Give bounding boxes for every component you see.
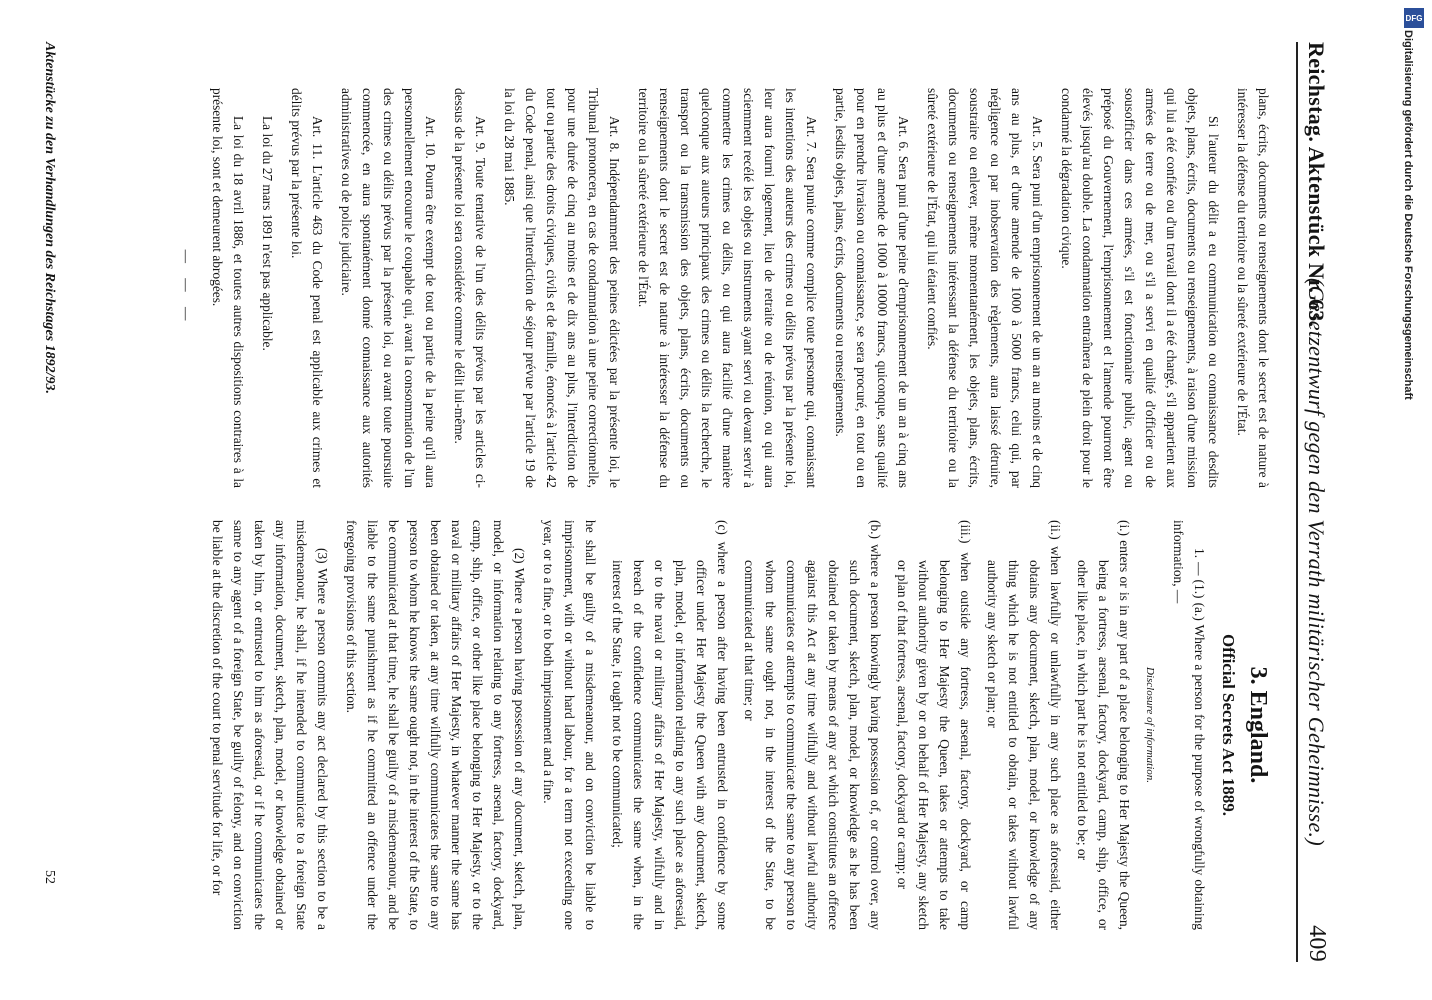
- page-footer: Aktenstücke zu den Verhandlungen des Reichstages 1892/93.: [42, 42, 57, 394]
- digitisation-notice: Digitalisierung gefördert durch die Deutsche Forschungsgemeinschaft: [1402, 30, 1414, 400]
- paragraph: Art. 10. Pourra être exempt de tout ou partie de la peine qu'il aura personnellement encourue le coupable qui, avant la consommation de l'un des crimes ou délits prévus par la présente loi, ou avant toute poursuite commencée, en aura spontanément donné connaissance aux autorités administratives ou de police judiciaire.: [339, 88, 438, 488]
- paragraph: Art. 6. Sera puni d'une peine d'emprisonnement de un an à cinq ans au plus et d'une amende de 1000 à 10000 francs, quiconque, sans qualité pour en prendre livraison ou connaissance, se sera procuré, en tout ou en partie, lesdits objets, plans, écrits, documents ou renseignements.: [833, 88, 911, 488]
- dfg-logo: DFG: [1404, 8, 1424, 28]
- paragraph: (2) Where a person having possession of any document, sketch, plan, model, or information relating to any fortress, arsenal, factory, dockyard, camp, ship, office, or other like place belonging to Her Majesty, or to the naval or military affairs of Her Majesty, in whatever manner the same has been obtained or taken, at any time wilfully communicates the same to any person to whom he knows the same ought not, in the interest of the State, to be communicated at that time, he shall be guilty of a misdemeanour, and be liable to the same punishment as if he committed an offence under the foregoing provisions of this section.: [344, 520, 527, 930]
- left-column: [74, 88, 1274, 488]
- header-left: Reichstag. Aktenstück Nr. 63.: [1304, 42, 1329, 328]
- paragraph: La loi du 27 mars 1891 n'est pas applicable.: [260, 116, 275, 351]
- marginal-note: Disclosure of information.: [1144, 666, 1156, 783]
- paragraph: Si l'auteur du délit a eu communication ou connaissance desdits objets, plans, écrits, documents ou renseignements, à raison d'une mission qui lui a été confiée ou d'un travail dont il a été chargé, s'il appartient aux armées de terre ou de mer, ou s'il a servi en qualité d'officier ou de sousofficier dans ces armées, s'il est fonctionnaire public, agent ou préposé du Gouvernement, l'emprisonnement et l'amende pourront être élevés jusqu'au double. La condamnation entraînera de plein droit pour le condamné la dégradation civique.: [1059, 88, 1221, 488]
- paragraph: Art. 5. Sera puni d'un emprisonnement de un an au moins et de cinq ans au plus, et d'une amende de 1000 à 5000 francs, celui qui, par négligence ou par inobservation des règlements, aura laissé détruire, soustraire ou enlever, même momentanément, les objets, plans, écrits, documents ou renseignements intéressant la défense du territoire ou la sûreté extérieure de l'État, qui lui étaient confiés.: [925, 88, 1045, 488]
- digitisation-strip: [1398, 0, 1432, 1000]
- paragraph: La loi du 18 avril 1886, et toutes autres dispositions contraires à la présente loi, sont et demeurent abrogées.: [210, 88, 246, 488]
- paragraph: 1. — (1.) (a.) Where a person for the purpose of wrongfully obtaining information, —: [1171, 520, 1207, 930]
- header-title: (Gesetzentwurf gegen den Verrath militärischer Geheimnisse.): [1304, 278, 1329, 846]
- paragraph: plans, écrits, documents ou renseignements dont le secret est de nature à intéresser la défense du territoire ou la sûreté extérieure de l'État.: [1235, 88, 1271, 488]
- signature-mark: 52: [42, 870, 57, 884]
- paragraph: he shall be guilty of a misdemeanour, and on conviction be liable to imprisonment, with or without hard labour, for a term not exceeding one year, or to a fine, or to both imprisonment and a fine.: [541, 520, 598, 930]
- paragraph: Art. 9. Toute tentative de l'un des délits prévus par les articles ci-dessus de la présente loi sera considérée comme le délit lui-même.: [452, 88, 488, 488]
- list-item: (ii.) when lawfully or unlawfully in any such place as aforesaid, either obtains any document, sketch, plan, model, or knowledge of any thing which he is not entitled to obtain, or takes without lawful authority any sketch or plan; or: [985, 520, 1063, 930]
- section-heading: 3. England.: [1245, 666, 1271, 784]
- right-column: [74, 520, 1274, 930]
- act-title: Official Secrets Act 1889.: [1219, 634, 1238, 816]
- paragraph: Art. 8. Indépendamment des peines édictées par la présente loi, le Tribunal prononcera, en cas de condamnation à une peine correctionnelle, pour une durée de cinq au moins et de dix ans au plus, l'interdiction de tout ou partie des droits civiques, civils et de famille, énoncés à l'article 42 du Code penal, ainsi que l'interdiction de séjour prévue par l'article 19 de la loi du 28 mai 1885.: [502, 88, 622, 488]
- list-item: (i.) enters or is in any part of a place belonging to Her Majesty the Queen, being a fortress, arsenal, factory, dockyard, camp, ship, office, or other like place, in which part he is not entitled to be; or: [1075, 520, 1132, 930]
- paragraph: (3) Where a person commits any act declared by this section to be a misdemeanour, he shall, if he intended to communicate to a foreign State any information, document, sketch, plan, model, or knowledge obtained or taken by him, or entrusted to him as aforesaid, or if he communicates the same to any agent of a foreign State, be guilty of felony, and on conviction be liable at the discretion of the court to penal servitude for life, or for: [210, 520, 330, 930]
- list-item: (c) where a person after having been entrusted in confidence by some officer under Her Majesty the Queen with any document, sketch, plan, model, or information relating to any such place as aforesaid, or to the naval or military affairs of Her Majesty, wilfully and in breach of the confidence communicates the same when, in the interest of the State, it ought not to be communicated;: [610, 520, 730, 930]
- paragraph: Art. 7. Sera punie comme complice toute personne qui, connaissant les intentions des auteurs des crimes ou délits prévus par la présente loi, leur aura fourni logement, lieu de retraite ou de réunion, ou qui aura sciemment recélé les objets ou instruments ayant servi ou devant servir à commettre les crimes ou délits, ou qui aura facilité d'une manière quelconque aux auteurs principaux des crimes ou délits la recherche, le transport ou la transmission des objets, plans, écrits, documents ou renseignements dont le secret est de nature à intéresser la défense du territoire ou la sûreté extérieure de l'État.: [636, 88, 819, 488]
- page-number: 409: [1304, 925, 1330, 962]
- list-item: (iii.) when outside any fortress, arsenal, factory, dockyard, or camp belonging to Her Majesty the Queen, takes or attempts to take without authority given by or on behalf of Her Majesty, any sketch or plan of that fortress, arsenal, factory, dockyard or camp; or: [895, 520, 973, 930]
- section-separator: — — —: [179, 249, 194, 327]
- page-header: [1296, 42, 1338, 962]
- paragraph: Art. 11. L'article 463 du Code penal est applicable aux crimes et délits prévus par la présente loi.: [289, 88, 325, 488]
- list-item: (b.) where a person knowingly having possession of, or control over, any such document, sketch, plan, model, or knowledge as he has been obtained or taken by means of any act which constitutes an offence against this Act at any time wilfully and without lawful authority communicates or attempts to communicate the same to any person to whom the same ought not, in the interest of the State, to be communicated at that time; or: [742, 520, 883, 930]
